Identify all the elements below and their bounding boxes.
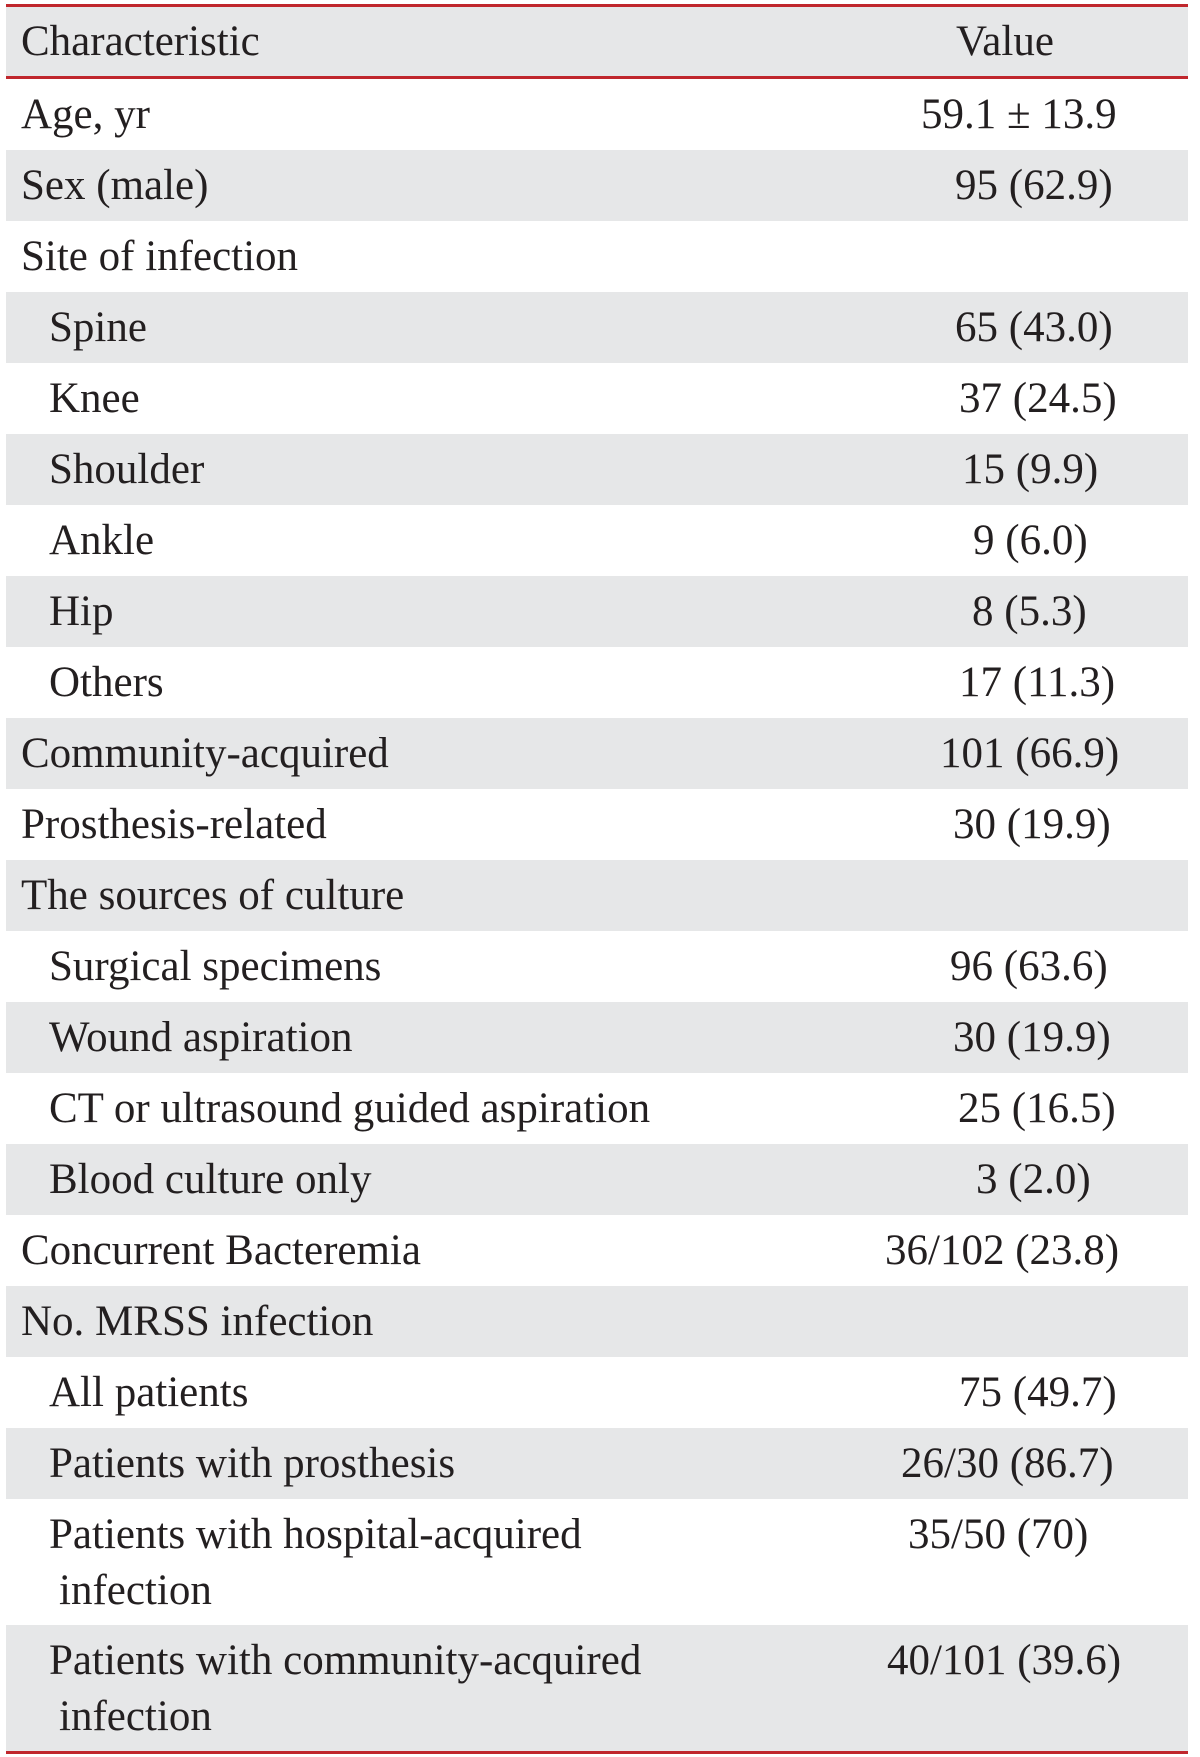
row-value: 15 (9.9) xyxy=(962,446,1099,493)
row-label: Others xyxy=(49,659,164,706)
table-row-blood-culture-only xyxy=(6,1144,1188,1215)
row-value: 37 (24.5) xyxy=(959,375,1117,422)
table-row-ankle xyxy=(6,505,1188,576)
row-label xyxy=(6,1507,856,1619)
row-label: All patients xyxy=(49,1369,249,1416)
row-value: 30 (19.9) xyxy=(953,1014,1111,1061)
row-label: Hip xyxy=(49,588,114,635)
table-row-hip xyxy=(6,576,1188,647)
row-value: 3 (2.0) xyxy=(976,1156,1091,1203)
row-label: Wound aspiration xyxy=(49,1014,353,1061)
row-label: No. MRSS infection xyxy=(21,1298,374,1345)
row-label-line2: infection xyxy=(59,1693,212,1740)
row-value: 65 (43.0) xyxy=(955,304,1113,351)
table-row-ct-ultrasound-aspiration xyxy=(6,1073,1188,1144)
table-bottom-rule xyxy=(6,1751,1188,1754)
table-row-surgical-specimens xyxy=(6,931,1188,1002)
table-row-spine xyxy=(6,292,1188,363)
row-value: 8 (5.3) xyxy=(972,588,1087,635)
row-value: 40/101 (39.6) xyxy=(887,1637,1122,1684)
row-value: 101 (66.9) xyxy=(940,730,1120,777)
row-label: The sources of culture xyxy=(21,872,405,919)
row-label-line1: Patients with community-acquired xyxy=(49,1637,642,1684)
row-value: 75 (49.7) xyxy=(959,1369,1117,1416)
row-value: 25 (16.5) xyxy=(958,1085,1116,1132)
table-row-others xyxy=(6,647,1188,718)
table-row-patients-with-prosthesis xyxy=(6,1428,1188,1499)
table-row-concurrent-bacteremia xyxy=(6,1215,1188,1286)
table-row-all-patients xyxy=(6,1357,1188,1428)
table-row-age xyxy=(6,79,1188,150)
table-row-mrss-infection xyxy=(6,1286,1188,1357)
table-row-knee xyxy=(6,363,1188,434)
row-label-line1: Patients with hospital-acquired xyxy=(49,1511,582,1558)
row-value: 35/50 (70) xyxy=(908,1511,1089,1558)
row-label: Spine xyxy=(49,304,147,351)
row-label: Surgical specimens xyxy=(49,943,382,990)
row-value: 95 (62.9) xyxy=(955,162,1113,209)
table-row-site-of-infection xyxy=(6,221,1188,292)
table-header-row xyxy=(6,7,1188,76)
row-label: Concurrent Bacteremia xyxy=(21,1227,421,1274)
row-value: 96 (63.6) xyxy=(950,943,1108,990)
table-row-sex xyxy=(6,150,1188,221)
header-characteristic: Characteristic xyxy=(21,18,260,65)
table-row-community-acquired-infection xyxy=(6,1625,1188,1751)
table-row-shoulder xyxy=(6,434,1188,505)
row-label-line2: infection xyxy=(59,1567,212,1614)
row-label xyxy=(6,1633,856,1745)
table-row-sources-of-culture xyxy=(6,860,1188,931)
row-label: Shoulder xyxy=(49,446,205,493)
row-label: Age, yr xyxy=(21,91,150,138)
header-value: Value xyxy=(956,18,1054,65)
row-value: 30 (19.9) xyxy=(953,801,1111,848)
row-value: 9 (6.0) xyxy=(973,517,1088,564)
row-label: Site of infection xyxy=(21,233,299,280)
row-label: Prosthesis-related xyxy=(21,801,327,848)
row-label: Patients with prosthesis xyxy=(49,1440,456,1487)
row-label: CT or ultrasound guided aspiration xyxy=(49,1085,651,1132)
row-value: 59.1 ± 13.9 xyxy=(921,91,1117,138)
row-label: Blood culture only xyxy=(49,1156,372,1203)
table-row-hospital-acquired-infection xyxy=(6,1499,1188,1625)
row-label: Community-acquired xyxy=(21,730,389,777)
row-value: 17 (11.3) xyxy=(959,659,1116,706)
table-row-wound-aspiration xyxy=(6,1002,1188,1073)
row-label: Ankle xyxy=(49,517,155,564)
table-row-prosthesis-related xyxy=(6,789,1188,860)
row-value: 36/102 (23.8) xyxy=(885,1227,1120,1274)
table-row-community-acquired xyxy=(6,718,1188,789)
row-label: Sex (male) xyxy=(21,162,209,209)
row-label: Knee xyxy=(49,375,140,422)
row-value: 26/30 (86.7) xyxy=(901,1440,1114,1487)
characteristics-table xyxy=(6,4,1188,1754)
